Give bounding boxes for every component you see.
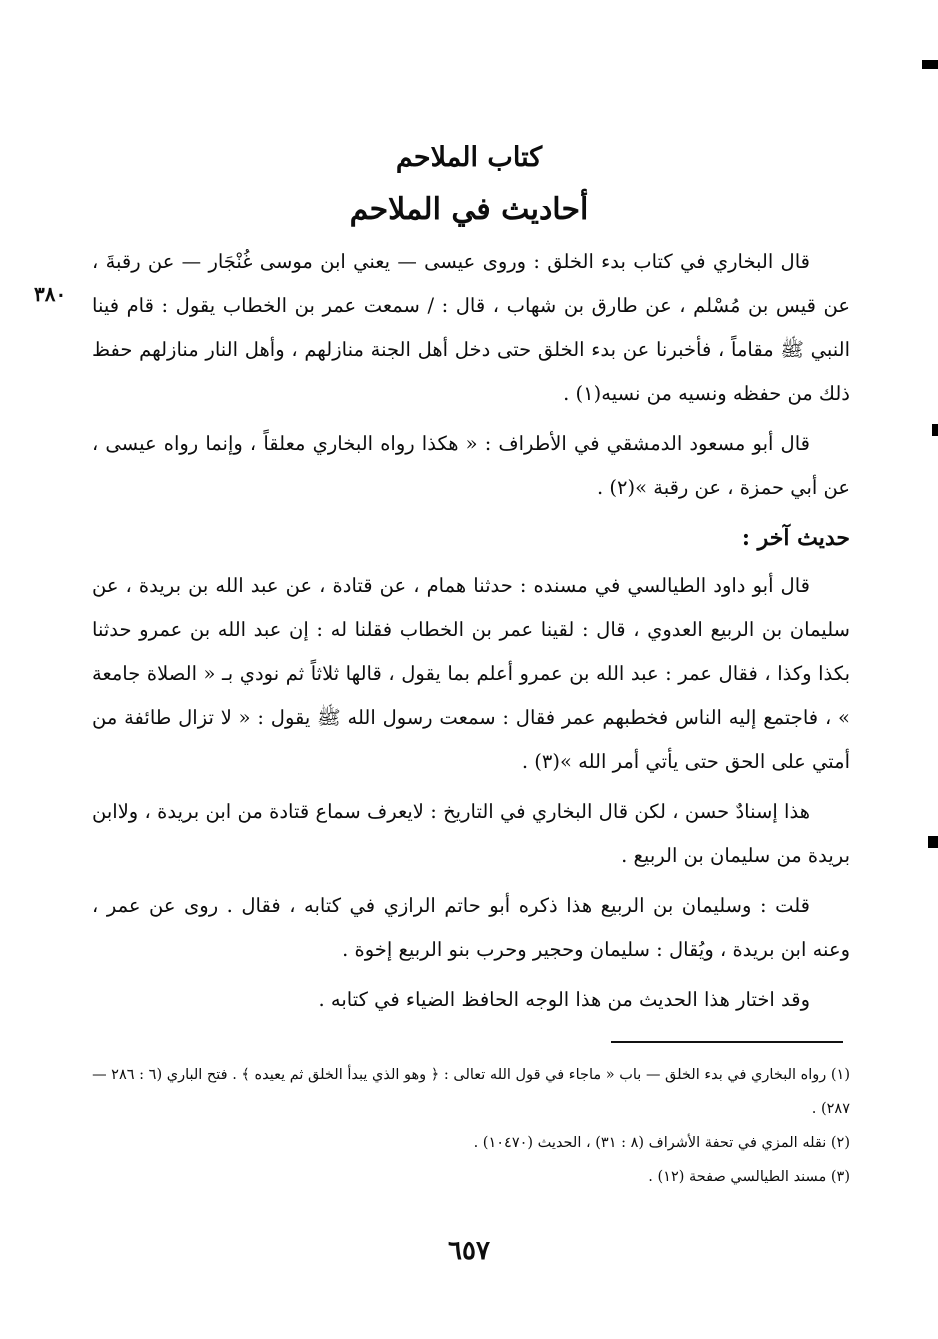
scan-edge-mark-top	[922, 60, 938, 69]
footnote-1: (١) رواه البخاري في بدء الخلق — باب « ماجاء في قول الله تعالى : ﴿ وهو الذي يبدأ الخلق ثم يعيده ﴾ . فتح الباري (٦ : ٢٨٦ — ٢٨٧) .	[92, 1067, 850, 1117]
paragraph-3: قال أبو داود الطيالسي في مسنده : حدثنا همام ، عن قتادة ، عن عبد الله بن بريدة ، عن سليمان بن الربيع العدوي ، قال : لقينا عمر بن الخطاب فقلنا له : إن عبد الله بن عمرو حدثنا بكذا وكذا ، فقال عمر : عبد الله بن عمرو أعلم بما يقول ، قالها ثلاثاً ثم نودي بـ « الصلاة جامعة » ، فاجتمع إليه الناس فخطبهم عمر فقال : سمعت رسول الله ﷺ يقول : « لا تزال طائفة من أمتي على الحق حتى يأتي أمر الله »(٣) .	[92, 574, 850, 773]
footnote-2: (٢) نقله المزي في تحفة الأشراف (٨ : ٣١) ، الحديث (١٠٤٧٠) .	[473, 1135, 850, 1151]
paragraph-1: قال البخاري في كتاب بدء الخلق : وروى عيسى — يعني ابن موسى غُنْجَار — عن رقبةَ ، عن قيس بن مُسْلم ، عن طارق بن شهاب ، قال : / سمعت عمر بن الخطاب يقول : قام فينا النبي ﷺ مقاماً ، فأخبرنا عن بدء الخلق حتى دخل أهل الجنة منازلهم ، وأهل النار منازلهم حفظ ذلك من حفظه ونسيه من نسيه(١) .	[92, 250, 850, 405]
paragraph-2: قال أبو مسعود الدمشقي في الأطراف : « هكذا رواه البخاري معلقاً ، وإنما رواه عيسى ، عن أبي حمزة ، عن رقبة »(٢) .	[92, 432, 850, 499]
paragraph-4: هذا إسنادٌ حسن ، لكن قال البخاري في التاريخ : لايعرف سماع قتادة من ابن بريدة ، ولاابن بريدة من سليمان بن الربيع .	[92, 800, 850, 867]
main-text	[92, 240, 850, 1028]
scan-edge-mark-lower	[928, 836, 938, 848]
book-title: كتاب الملاحم	[395, 142, 543, 173]
footnote-3: (٣) مسند الطيالسي صفحة (١٢) .	[648, 1169, 850, 1185]
scan-edge-mark-middle	[932, 424, 938, 436]
paragraph-5: قلت : وسليمان بن الربيع هذا ذكره أبو حاتم الرازي في كتابه ، فقال . روى عن عمر ، وعنه ابن بريدة ، ويُقال : سليمان وحجير وحرب بنو الربيع إخوة .	[92, 894, 850, 961]
chapter-headings	[0, 138, 938, 232]
paragraph-6: وقد اختار هذا الحديث من هذا الوجه الحافظ الضياء في كتابه .	[318, 988, 810, 1011]
footnotes	[92, 1058, 850, 1194]
footnote-separator	[611, 1041, 843, 1043]
subheading: حديث آخر :	[741, 525, 850, 551]
page-number: ٦٥٧	[448, 1236, 490, 1266]
margin-page-reference: ٣٨٠	[34, 282, 67, 306]
section-title: أحاديث في الملاحم	[349, 192, 589, 227]
